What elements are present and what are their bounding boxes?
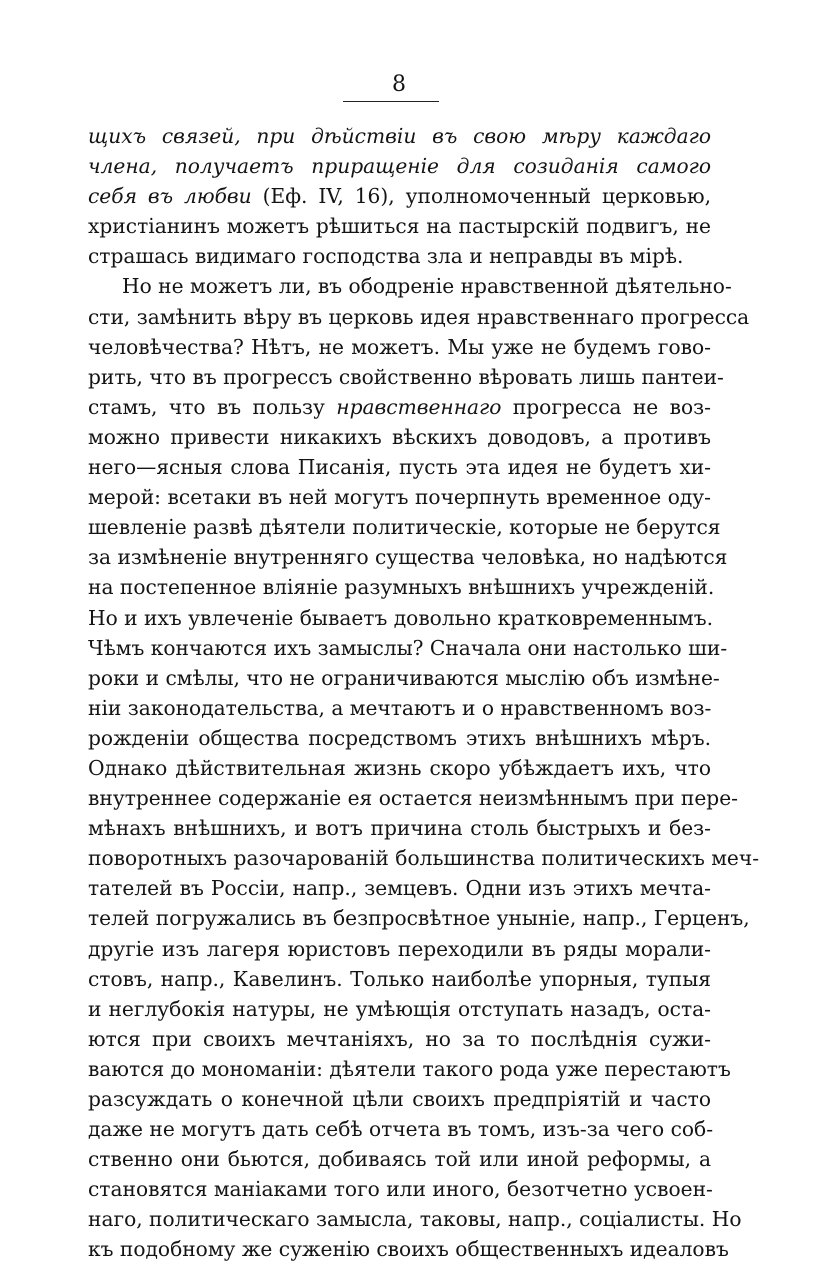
italic-text-run: себя въ любви xyxy=(88,184,252,209)
text-run: него—ясныя слова Писанія, пусть эта идея не будетъ хи- xyxy=(88,455,711,480)
text-line xyxy=(88,633,728,663)
text-line xyxy=(88,512,721,542)
text-line xyxy=(88,542,728,572)
text-run: и неглубокія натуры, не умѣющія отступать назадъ, оста- xyxy=(88,996,711,1021)
text-line xyxy=(88,302,750,332)
text-line xyxy=(88,994,711,1024)
text-run: шевленіе развѣ дѣятели политическіе, которые не берутся xyxy=(88,515,721,540)
text-run: наго, политическаго замысла, таковы, напр., соціалисты. Но xyxy=(88,1207,742,1232)
text-line xyxy=(88,1024,711,1054)
text-run: телей погружались въ безпросвѣтное уныніе, напр., Герценъ, xyxy=(88,906,750,931)
italic-text-run: нравственнаго xyxy=(336,394,502,419)
text-run: ваются до мономаніи: дѣятели такого рода уже перестаютъ xyxy=(88,1056,731,1081)
text-run: на постепенное вліяніе разумныхъ внѣшнихъ учрежденій. xyxy=(88,575,715,600)
text-line xyxy=(88,1174,711,1204)
text-line xyxy=(88,934,711,964)
text-run: роки и смѣлы, что не ограничиваются мыслію объ измѣне- xyxy=(88,665,720,690)
text-line xyxy=(88,1054,731,1084)
text-run: ніи законодательства, а мечтаютъ и о нравственномъ воз- xyxy=(88,695,712,720)
text-line xyxy=(88,151,711,181)
text-run: Но и ихъ увлеченіе бываетъ довольно кратковременнымъ. xyxy=(88,605,714,630)
text-line xyxy=(88,964,711,994)
text-line xyxy=(88,873,711,903)
text-line xyxy=(88,723,711,753)
text-run: Однако дѣйствительная жизнь скоро убѣждаетъ ихъ, что xyxy=(88,755,711,780)
text-line xyxy=(88,332,711,362)
text-run: сти, замѣнить вѣру въ церковь идея нравственнаго прогресса xyxy=(88,304,750,329)
italic-text-run: щихъ связей, при дѣйствіи въ свою мѣру каждаго xyxy=(88,124,711,148)
text-line xyxy=(88,482,711,512)
text-line xyxy=(88,903,750,933)
text-run: рожденіи общества посредствомъ этихъ внѣшнихъ мѣръ. xyxy=(88,725,711,750)
italic-text-run: члена, получаетъ приращеніе для созиданія самого xyxy=(88,154,711,179)
text-line xyxy=(88,121,711,151)
text-run: стовъ, напр., Кавелинъ. Только наиболѣе упорныя, тупыя xyxy=(88,966,711,991)
text-line xyxy=(88,392,711,422)
text-run: даже не могутъ дать себѣ отчета въ томъ, изъ-за чего соб- xyxy=(88,1117,714,1142)
text-run: другіе изъ лагеря юристовъ переходили въ ряды морали- xyxy=(88,936,711,961)
text-run: Но не можетъ ли, въ ободреніе нравственной дѣятельно- xyxy=(122,274,732,299)
text-run: ственно они бьются, добиваясь той или иной реформы, а xyxy=(88,1147,711,1172)
text-line xyxy=(88,843,760,873)
text-run: прогресса не воз- xyxy=(501,394,711,419)
page-number: 8 xyxy=(392,72,406,97)
text-run: христіанинъ можетъ рѣшиться на пастырскій подвигъ, не xyxy=(88,214,711,239)
paragraph-start-line xyxy=(88,271,732,301)
text-line xyxy=(88,452,711,482)
text-line xyxy=(88,1084,711,1114)
text-run: тателей въ Россіи, напр., земцевъ. Одни изъ этихъ мечта- xyxy=(88,876,711,901)
text-run: мерой: всетаки въ ней могутъ почерпнуть временное оду- xyxy=(88,485,711,510)
text-line xyxy=(88,783,738,813)
paragraph-end-line xyxy=(88,241,711,271)
text-run: страшась видимаго господства зла и неправды въ мірѣ. xyxy=(88,244,684,269)
text-line xyxy=(88,1114,714,1144)
text-run: стамъ, что въ пользу xyxy=(88,394,337,419)
text-run: человѣчества? Нѣтъ, не можетъ. Мы уже не будемъ гово- xyxy=(88,334,711,359)
text-line xyxy=(88,1144,711,1174)
text-line xyxy=(88,1204,742,1234)
text-run: разсуждать о конечной цѣли своихъ предпріятій и часто xyxy=(88,1087,711,1111)
text-run: Чѣмъ кончаются ихъ замыслы? Сначала они настолько ши- xyxy=(88,635,728,660)
text-line xyxy=(88,753,711,783)
text-run: поворотныхъ разочарованій большинства политическихъ меч- xyxy=(88,846,760,871)
text-run: внутреннее содержаніе ея остается неизмѣннымъ при пере- xyxy=(88,786,738,811)
text-line xyxy=(88,603,714,633)
text-line xyxy=(88,181,711,211)
page-body-text xyxy=(88,121,760,1265)
page-number-rule xyxy=(343,101,439,102)
text-line xyxy=(88,1234,729,1264)
text-line xyxy=(88,211,711,241)
text-run: къ подобному же суженію своихъ общественныхъ идеаловъ xyxy=(88,1237,729,1262)
text-run: за измѣненіе внутренняго существа человѣка, но надѣются xyxy=(88,545,728,570)
text-run: рить, что въ прогрессъ свойственно вѣровать лишь пантеи- xyxy=(88,364,724,389)
text-run: (Еф. IV, 16), уполномоченный церковью, xyxy=(251,184,711,209)
text-line xyxy=(88,693,711,723)
text-line xyxy=(88,422,711,452)
text-line xyxy=(88,572,715,602)
text-run: становятся маніаками того или иного, безотчетно усвоен- xyxy=(88,1177,713,1202)
text-line xyxy=(88,362,724,392)
text-line xyxy=(88,813,711,843)
text-run: ются при своихъ мечтаніяхъ, но за то послѣднія сужи- xyxy=(88,1026,711,1051)
text-run: мѣнахъ внѣшнихъ, и вотъ причина столь быстрыхъ и без- xyxy=(88,816,711,841)
text-line xyxy=(88,663,720,693)
text-run: можно привести никакихъ вѣскихъ доводовъ, а противъ xyxy=(88,424,711,449)
